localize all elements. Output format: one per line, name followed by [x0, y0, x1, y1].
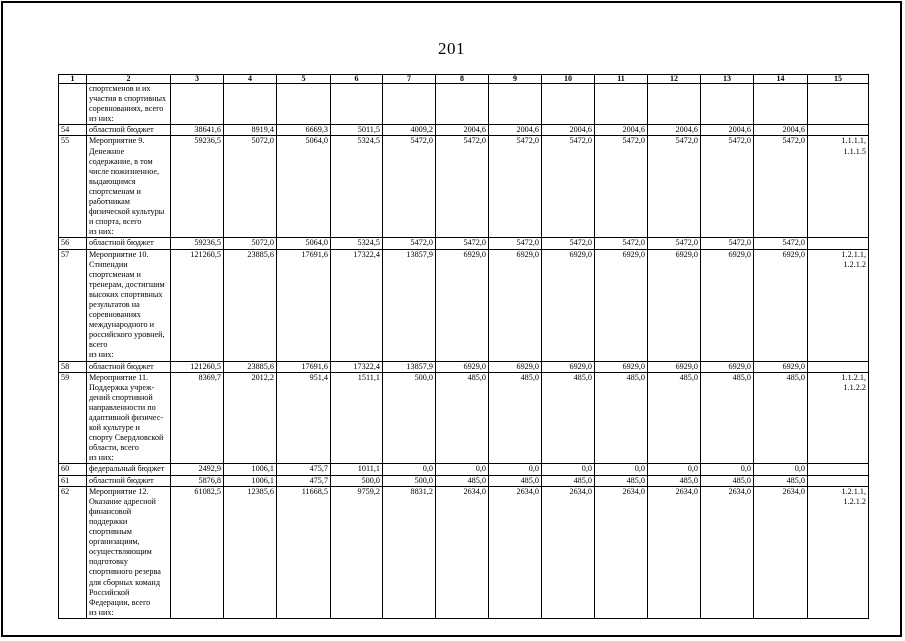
- value-cell: 6929,0: [595, 249, 648, 361]
- row-number: [59, 84, 87, 125]
- value-cell: 5324,5: [331, 238, 383, 249]
- value-cell: 5472,0: [542, 238, 595, 249]
- value-cell: 6929,0: [542, 361, 595, 372]
- value-cell: 5472,0: [489, 238, 542, 249]
- row-name: Мероприятие 9. Денежное содержание, в том числе пожизненное, выдающимся спортсменам и работникам физической культуры и спорта, всего из них:: [87, 136, 171, 238]
- row-name: областной бюджет: [87, 361, 171, 372]
- row-name: областной бюджет: [87, 238, 171, 249]
- value-cell: 2004,6: [489, 125, 542, 136]
- value-cell: 13857,9: [383, 249, 436, 361]
- value-cell: 485,0: [595, 372, 648, 464]
- value-cell: 485,0: [489, 372, 542, 464]
- value-cell: 500,0: [383, 372, 436, 464]
- value-cell: 6929,0: [489, 249, 542, 361]
- target-reference: [808, 361, 869, 372]
- value-cell: 0,0: [436, 464, 489, 475]
- table-row: [59, 125, 869, 136]
- table-row: [59, 486, 869, 618]
- table-row: [59, 464, 869, 475]
- value-cell: [648, 84, 701, 125]
- value-cell: 0,0: [701, 464, 754, 475]
- value-cell: 121260,5: [171, 361, 224, 372]
- value-cell: 6929,0: [701, 249, 754, 361]
- row-number: 56: [59, 238, 87, 249]
- value-cell: 500,0: [331, 475, 383, 486]
- row-name: областной бюджет: [87, 125, 171, 136]
- row-number: 57: [59, 249, 87, 361]
- value-cell: 11668,5: [277, 486, 331, 618]
- target-reference: 1.1.2.1, 1.1.2.2: [808, 372, 869, 464]
- column-header: 7: [383, 75, 436, 84]
- table-row: [59, 238, 869, 249]
- value-cell: 5472,0: [701, 136, 754, 238]
- value-cell: 6929,0: [542, 249, 595, 361]
- value-cell: 2012,2: [224, 372, 277, 464]
- value-cell: 475,7: [277, 464, 331, 475]
- value-cell: 0,0: [489, 464, 542, 475]
- value-cell: 5472,0: [489, 136, 542, 238]
- column-header: 10: [542, 75, 595, 84]
- value-cell: 5324,5: [331, 136, 383, 238]
- value-cell: [331, 84, 383, 125]
- value-cell: 13857,9: [383, 361, 436, 372]
- value-cell: 485,0: [489, 475, 542, 486]
- value-cell: 951,4: [277, 372, 331, 464]
- value-cell: 59236,5: [171, 136, 224, 238]
- value-cell: 475,7: [277, 475, 331, 486]
- row-name: Мероприятие 10. Стипендии спортсменам и тренерам, достигшим высоких спортивных результатов на соревнованиях международного и российского уровней, всего из них:: [87, 249, 171, 361]
- value-cell: 5072,0: [224, 238, 277, 249]
- value-cell: 0,0: [595, 464, 648, 475]
- value-cell: 61082,5: [171, 486, 224, 618]
- table-row: [59, 475, 869, 486]
- value-cell: 2004,6: [542, 125, 595, 136]
- value-cell: 485,0: [754, 372, 808, 464]
- row-name: Мероприятие 12. Оказание адресной финансовой поддержки спортивным организациям, осуществляющим подготовку спортивного резерва для сборных команд Российской Федерации, всего из них:: [87, 486, 171, 618]
- value-cell: 5072,0: [224, 136, 277, 238]
- value-cell: 1006,1: [224, 475, 277, 486]
- value-cell: 38641,6: [171, 125, 224, 136]
- document-page: [1, 1, 902, 637]
- value-cell: 485,0: [648, 475, 701, 486]
- value-cell: [383, 84, 436, 125]
- value-cell: 5064,0: [277, 136, 331, 238]
- value-cell: 2634,0: [648, 486, 701, 618]
- row-name: спортсменов и их участия в спортивных соревнованиях, всего из них:: [87, 84, 171, 125]
- value-cell: 500,0: [383, 475, 436, 486]
- value-cell: 5472,0: [436, 136, 489, 238]
- value-cell: 0,0: [542, 464, 595, 475]
- table-body: [59, 75, 869, 619]
- value-cell: 5876,8: [171, 475, 224, 486]
- value-cell: 2492,9: [171, 464, 224, 475]
- row-name: Мероприятие 11. Поддержка учреж- дений спортивной направленности по адаптивной физичес- кой культуре и спорту Свердловской области, всего из них:: [87, 372, 171, 464]
- value-cell: 485,0: [542, 475, 595, 486]
- target-reference: 1.2.1.1, 1.2.1.2: [808, 249, 869, 361]
- value-cell: 2634,0: [754, 486, 808, 618]
- value-cell: 2634,0: [489, 486, 542, 618]
- column-header: 5: [277, 75, 331, 84]
- table-row: [59, 361, 869, 372]
- value-cell: 8369,7: [171, 372, 224, 464]
- value-cell: 5472,0: [595, 238, 648, 249]
- column-header: 2: [87, 75, 171, 84]
- table-row: [59, 84, 869, 125]
- value-cell: [277, 84, 331, 125]
- value-cell: 6929,0: [436, 361, 489, 372]
- target-reference: 1.1.1.1, 1.1.1.5: [808, 136, 869, 238]
- table-row: [59, 372, 869, 464]
- value-cell: 1511,1: [331, 372, 383, 464]
- value-cell: 59236,5: [171, 238, 224, 249]
- value-cell: 4009,2: [383, 125, 436, 136]
- value-cell: 485,0: [701, 475, 754, 486]
- value-cell: 6929,0: [489, 361, 542, 372]
- value-cell: 6669,3: [277, 125, 331, 136]
- value-cell: 17322,4: [331, 361, 383, 372]
- value-cell: 6929,0: [754, 249, 808, 361]
- page-number: 201: [438, 39, 465, 58]
- target-reference: [808, 464, 869, 475]
- value-cell: 485,0: [542, 372, 595, 464]
- value-cell: 2634,0: [542, 486, 595, 618]
- value-cell: 5472,0: [754, 136, 808, 238]
- target-reference: [808, 238, 869, 249]
- value-cell: 5472,0: [542, 136, 595, 238]
- value-cell: [171, 84, 224, 125]
- value-cell: [436, 84, 489, 125]
- column-header: 11: [595, 75, 648, 84]
- row-number: 59: [59, 372, 87, 464]
- row-number: 54: [59, 125, 87, 136]
- row-number: 62: [59, 486, 87, 618]
- value-cell: 485,0: [701, 372, 754, 464]
- value-cell: 5472,0: [383, 238, 436, 249]
- value-cell: [542, 84, 595, 125]
- column-header: 4: [224, 75, 277, 84]
- table-row: [59, 136, 869, 238]
- value-cell: [701, 84, 754, 125]
- value-cell: 0,0: [754, 464, 808, 475]
- value-cell: 6929,0: [648, 361, 701, 372]
- column-header-row: [59, 75, 869, 84]
- value-cell: 2004,6: [648, 125, 701, 136]
- value-cell: 2004,6: [701, 125, 754, 136]
- value-cell: 23885,6: [224, 249, 277, 361]
- table-row: [59, 249, 869, 361]
- value-cell: 9759,2: [331, 486, 383, 618]
- value-cell: 5064,0: [277, 238, 331, 249]
- value-cell: [754, 84, 808, 125]
- value-cell: 23885,6: [224, 361, 277, 372]
- target-reference: [808, 84, 869, 125]
- value-cell: 2004,6: [754, 125, 808, 136]
- value-cell: 5472,0: [754, 238, 808, 249]
- value-cell: 485,0: [595, 475, 648, 486]
- value-cell: 5472,0: [383, 136, 436, 238]
- target-reference: [808, 475, 869, 486]
- value-cell: 2634,0: [595, 486, 648, 618]
- value-cell: 2634,0: [436, 486, 489, 618]
- value-cell: 5011,5: [331, 125, 383, 136]
- value-cell: 17322,4: [331, 249, 383, 361]
- value-cell: 17691,6: [277, 361, 331, 372]
- value-cell: 8831,2: [383, 486, 436, 618]
- target-reference: 1.2.1.1, 1.2.1.2: [808, 486, 869, 618]
- column-header: 1: [59, 75, 87, 84]
- row-number: 61: [59, 475, 87, 486]
- value-cell: 0,0: [648, 464, 701, 475]
- column-header: 12: [648, 75, 701, 84]
- value-cell: 121260,5: [171, 249, 224, 361]
- value-cell: 2634,0: [701, 486, 754, 618]
- value-cell: 6929,0: [648, 249, 701, 361]
- value-cell: 6929,0: [701, 361, 754, 372]
- value-cell: 2004,6: [436, 125, 489, 136]
- value-cell: 5472,0: [648, 136, 701, 238]
- value-cell: [224, 84, 277, 125]
- value-cell: 12385,6: [224, 486, 277, 618]
- value-cell: 2004,6: [595, 125, 648, 136]
- value-cell: 485,0: [754, 475, 808, 486]
- target-reference: [808, 125, 869, 136]
- value-cell: 17691,6: [277, 249, 331, 361]
- value-cell: 5472,0: [436, 238, 489, 249]
- column-header: 15: [808, 75, 869, 84]
- value-cell: [489, 84, 542, 125]
- value-cell: 485,0: [436, 475, 489, 486]
- column-header: 8: [436, 75, 489, 84]
- row-name: федеральный бюджет: [87, 464, 171, 475]
- value-cell: 0,0: [383, 464, 436, 475]
- value-cell: 485,0: [436, 372, 489, 464]
- row-name: областной бюджет: [87, 475, 171, 486]
- value-cell: 1006,1: [224, 464, 277, 475]
- value-cell: 1011,1: [331, 464, 383, 475]
- column-header: 9: [489, 75, 542, 84]
- value-cell: 5472,0: [648, 238, 701, 249]
- column-header: 3: [171, 75, 224, 84]
- budget-table: [58, 74, 869, 619]
- value-cell: 6929,0: [754, 361, 808, 372]
- row-number: 58: [59, 361, 87, 372]
- value-cell: 8919,4: [224, 125, 277, 136]
- column-header: 6: [331, 75, 383, 84]
- column-header: 13: [701, 75, 754, 84]
- value-cell: 5472,0: [701, 238, 754, 249]
- row-number: 55: [59, 136, 87, 238]
- column-header: 14: [754, 75, 808, 84]
- value-cell: 6929,0: [595, 361, 648, 372]
- value-cell: 5472,0: [595, 136, 648, 238]
- row-number: 60: [59, 464, 87, 475]
- value-cell: 485,0: [648, 372, 701, 464]
- value-cell: [595, 84, 648, 125]
- value-cell: 6929,0: [436, 249, 489, 361]
